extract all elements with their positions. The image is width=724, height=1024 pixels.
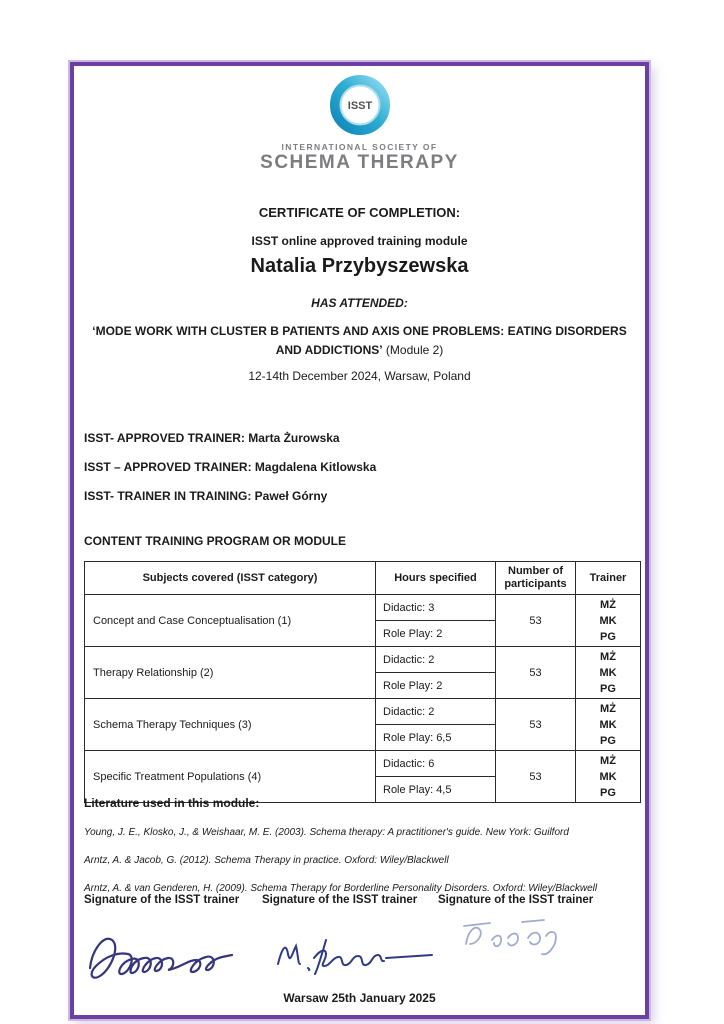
trainer-initials-cell [576, 595, 641, 647]
hours-didactic-cell: Didactic: 3 [376, 595, 496, 621]
reference-line: Young, J. E., Klosko, J., & Weishaar, M. E. (2003). Schema therapy: A practitioner's guide. New York: Guilford [84, 827, 569, 838]
trainer-line: ISST – APPROVED TRAINER: Magdalena Kitlowska [84, 460, 377, 474]
hours-didactic-cell: Didactic: 2 [376, 699, 496, 725]
module-title [74, 322, 645, 360]
event-date-location: 12-14th December 2024, Warsaw, Poland [248, 369, 471, 383]
hours-roleplay-cell: Role Play: 6,5 [376, 725, 496, 751]
certificate-subtitle: ISST online approved training module [251, 234, 468, 248]
subject-cell: Concept and Case Conceptualisation (1) [85, 595, 376, 647]
hours-roleplay-cell: Role Play: 4,5 [376, 777, 496, 803]
trainer-initials-cell [576, 751, 641, 803]
signature-label: Signature of the ISST trainer [262, 894, 418, 906]
subject-cell: Schema Therapy Techniques (3) [85, 699, 376, 751]
col-header-hours: Hours specified [376, 562, 496, 595]
literature-title: Literature used in this module: [84, 796, 260, 810]
literature-references [84, 819, 632, 903]
reference-line: Arntz, A. & van Genderen, H. (2009). Schema Therapy for Borderline Personality Disorders. Oxford: Wiley/Blackwell [84, 883, 598, 894]
trainer-initials: MK [599, 718, 617, 731]
trainer-initials-cell [576, 699, 641, 751]
trainer-initials: PG [600, 734, 616, 747]
trainer-line: ISST- TRAINER IN TRAINING: Paweł Górny [84, 489, 328, 503]
participants-cell: 53 [496, 595, 576, 647]
table-row [85, 647, 641, 673]
participants-cell: 53 [496, 647, 576, 699]
trainer-initials: PG [600, 630, 616, 643]
module-title-main: ‘MODE WORK WITH CLUSTER B PATIENTS AND AXIS ONE PROBLEMS: EATING DISORDERS AND ADDICTIONS’ [92, 324, 627, 357]
col-header-trainer: Trainer [576, 562, 641, 595]
training-content-table [84, 561, 641, 803]
reference-line: Arntz, A. & Jacob, G. (2012). Schema Therapy in practice. Oxford: Wiley/Blackwell [84, 855, 449, 866]
table-section-title: CONTENT TRAINING PROGRAM OR MODULE [84, 534, 346, 548]
trainer-initials: MŻ [600, 650, 616, 663]
logo-circle-text: ISST [347, 100, 372, 112]
hours-didactic-cell: Didactic: 2 [376, 647, 496, 673]
hours-didactic-cell: Didactic: 6 [376, 751, 496, 777]
trainer-initials-cell [576, 647, 641, 699]
trainer-initials: MŻ [600, 598, 616, 611]
signature-2-icon [268, 928, 438, 982]
isst-ring-icon [329, 74, 391, 136]
table-row [85, 751, 641, 777]
signature-3-icon [456, 914, 586, 960]
trainer-line: ISST- APPROVED TRAINER: Marta Żurowska [84, 431, 340, 445]
isst-logo [74, 74, 645, 174]
hours-roleplay-cell: Role Play: 2 [376, 673, 496, 699]
signature-label: Signature of the ISST trainer [438, 894, 594, 906]
hours-roleplay-cell: Role Play: 2 [376, 621, 496, 647]
participants-cell: 53 [496, 751, 576, 803]
signatures-strip [84, 912, 636, 990]
signature-1-icon [84, 924, 244, 988]
signature-label: Signature of the ISST trainer [84, 894, 240, 906]
subject-cell: Specific Treatment Populations (4) [85, 751, 376, 803]
trainer-initials: MŻ [600, 754, 616, 767]
issue-date: Warsaw 25th January 2025 [283, 991, 436, 1005]
certificate-title: CERTIFICATE OF COMPLETION: [258, 205, 461, 220]
col-header-participants: Number of participants [496, 562, 576, 595]
table-header-row [85, 562, 641, 595]
logo-org-line1: INTERNATIONAL SOCIETY OF [281, 142, 438, 152]
trainer-initials: PG [600, 786, 616, 799]
trainer-list [84, 424, 376, 511]
trainer-initials: MK [599, 666, 617, 679]
trainer-initials: MŻ [600, 702, 616, 715]
col-header-subjects: Subjects covered (ISST category) [85, 562, 376, 595]
certificate-frame [70, 62, 649, 1019]
table-row [85, 595, 641, 621]
table-row [85, 699, 641, 725]
logo-org-line2: SCHEMA THERAPY [260, 152, 459, 173]
participants-cell: 53 [496, 699, 576, 751]
trainer-initials: MK [599, 614, 617, 627]
has-attended-label: HAS ATTENDED: [311, 296, 408, 310]
module-title-suffix: (Module 2) [382, 343, 444, 357]
subject-cell: Therapy Relationship (2) [85, 647, 376, 699]
recipient-name: Natalia Przybyszewska [250, 255, 469, 277]
trainer-initials: MK [599, 770, 617, 783]
trainer-initials: PG [600, 682, 616, 695]
